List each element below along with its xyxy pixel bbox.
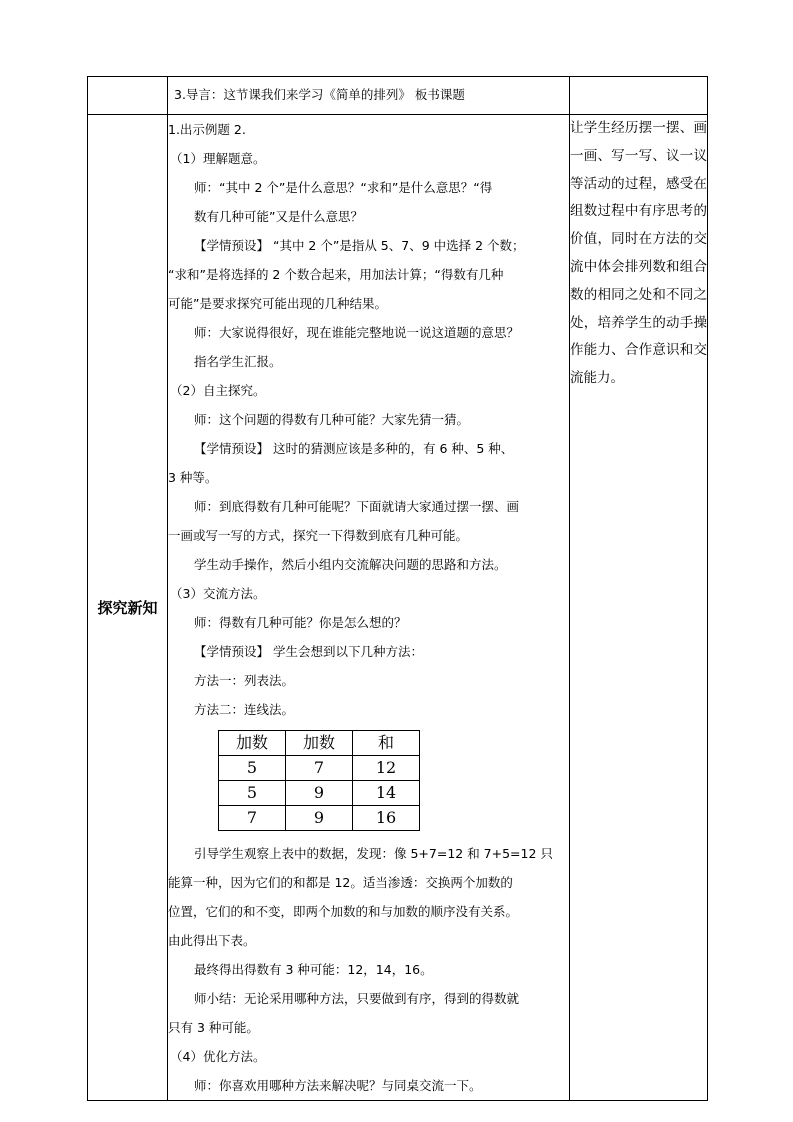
line: 师：到底得数有几种可能呢？下面就请大家通过摆一摆、画 [194,499,520,514]
line: 师：大家说得很好，现在谁能完整地说一说这道题的意思？ [194,325,520,340]
line: 师：这个问题的得数有几种可能？大家先猜一猜。 [194,412,470,427]
line: 一画或写一写的方式，探究一下得数到底有几种可能。 [168,528,469,543]
table-cell: 14 [353,781,420,806]
line: 【学情预设】 “其中 2 个”是指从 5、7、9 中选择 2 个数； [194,238,525,253]
line: 由此得出下表。 [168,933,256,948]
table-cell: 5 [219,756,286,781]
line: 可能”是要求探究可能出现的几种结果。 [168,296,387,311]
table-cell: 16 [353,806,420,831]
table-row [219,756,420,781]
line: 学生动手操作，然后小组内交流解决问题的思路和方法。 [194,557,507,572]
line: 师：你喜欢用哪种方法来解决呢？与同桌交流一下。 [194,1078,482,1093]
line: 【学情预设】 这时的猜测应该是多种的，有 6 种、5 种、 [194,441,514,456]
line: （2）自主探究。 [170,383,266,398]
table-cell: 9 [286,806,353,831]
line: 师：“其中 2 个”是什么意思？“求和”是什么意思？“得 [194,180,493,195]
sum-table-header [219,731,420,756]
header-cell: 加数 [219,731,286,756]
line: （4）优化方法。 [170,1049,266,1064]
line: 3 种等。 [168,470,218,485]
sum-table [218,730,420,831]
line: 方法二：连线法。 [194,702,295,717]
intro-label-cell [88,77,168,115]
table-row [219,806,420,831]
line: 【学情预设】 学生会想到以下几种方法： [194,644,423,659]
line: 师：得数有几种可能？你是怎么想的？ [194,615,407,630]
design-intent-note: 让学生经历摆一摆、画一画、写一写、议一议等活动的过程，感受在组数过程中有序思考的价值，同时在方法的交流中体会排列数和组合数的相同之处和不同之处，培养学生的动手操作能力、合作意识和交流能力。 [570,115,708,1101]
intro-row [88,77,708,115]
section-label: 探究新知 [88,115,168,1101]
lesson-plan-table [87,76,708,1101]
intro-note-cell [570,77,708,115]
table-cell: 12 [353,756,420,781]
line: “求和”是将选择的 2 个数合起来，用加法计算；“得数有几种 [168,267,504,282]
line: （3）交流方法。 [170,586,266,601]
line: 方法一：列表法。 [194,673,295,688]
intro-text: 3.导言：这节课我们来学习《简单的排列》 板书课题 [168,77,570,115]
line: 位置，它们的和不变，即两个加数的和与加数的顺序没有关系。 [168,904,519,919]
table-cell: 7 [219,806,286,831]
line: 师小结：无论采用哪种方法，只要做到有序，得到的得数就 [194,991,520,1006]
table-row [219,781,420,806]
line: 只有 3 种可能。 [168,1020,259,1035]
line: 指名学生汇报。 [194,354,282,369]
header-cell: 和 [353,731,420,756]
line: 能算一种，因为它们的和都是 12。适当渗透：交换两个加数的 [168,875,513,890]
line: 引导学生观察上表中的数据，发现：像 5+7=12 和 7+5=12 只 [194,846,553,861]
line: 数有几种可能”又是什么意思？ [194,209,363,224]
teaching-process-cell [168,115,570,1101]
line: 1.出示例题 2. [168,122,246,137]
line: （1）理解题意。 [170,151,266,166]
line: 最终得出得数有 3 种可能：12，14，16。 [194,962,433,977]
explore-row [88,115,708,1101]
table-cell: 9 [286,781,353,806]
table-cell: 7 [286,756,353,781]
header-cell: 加数 [286,731,353,756]
table-cell: 5 [219,781,286,806]
